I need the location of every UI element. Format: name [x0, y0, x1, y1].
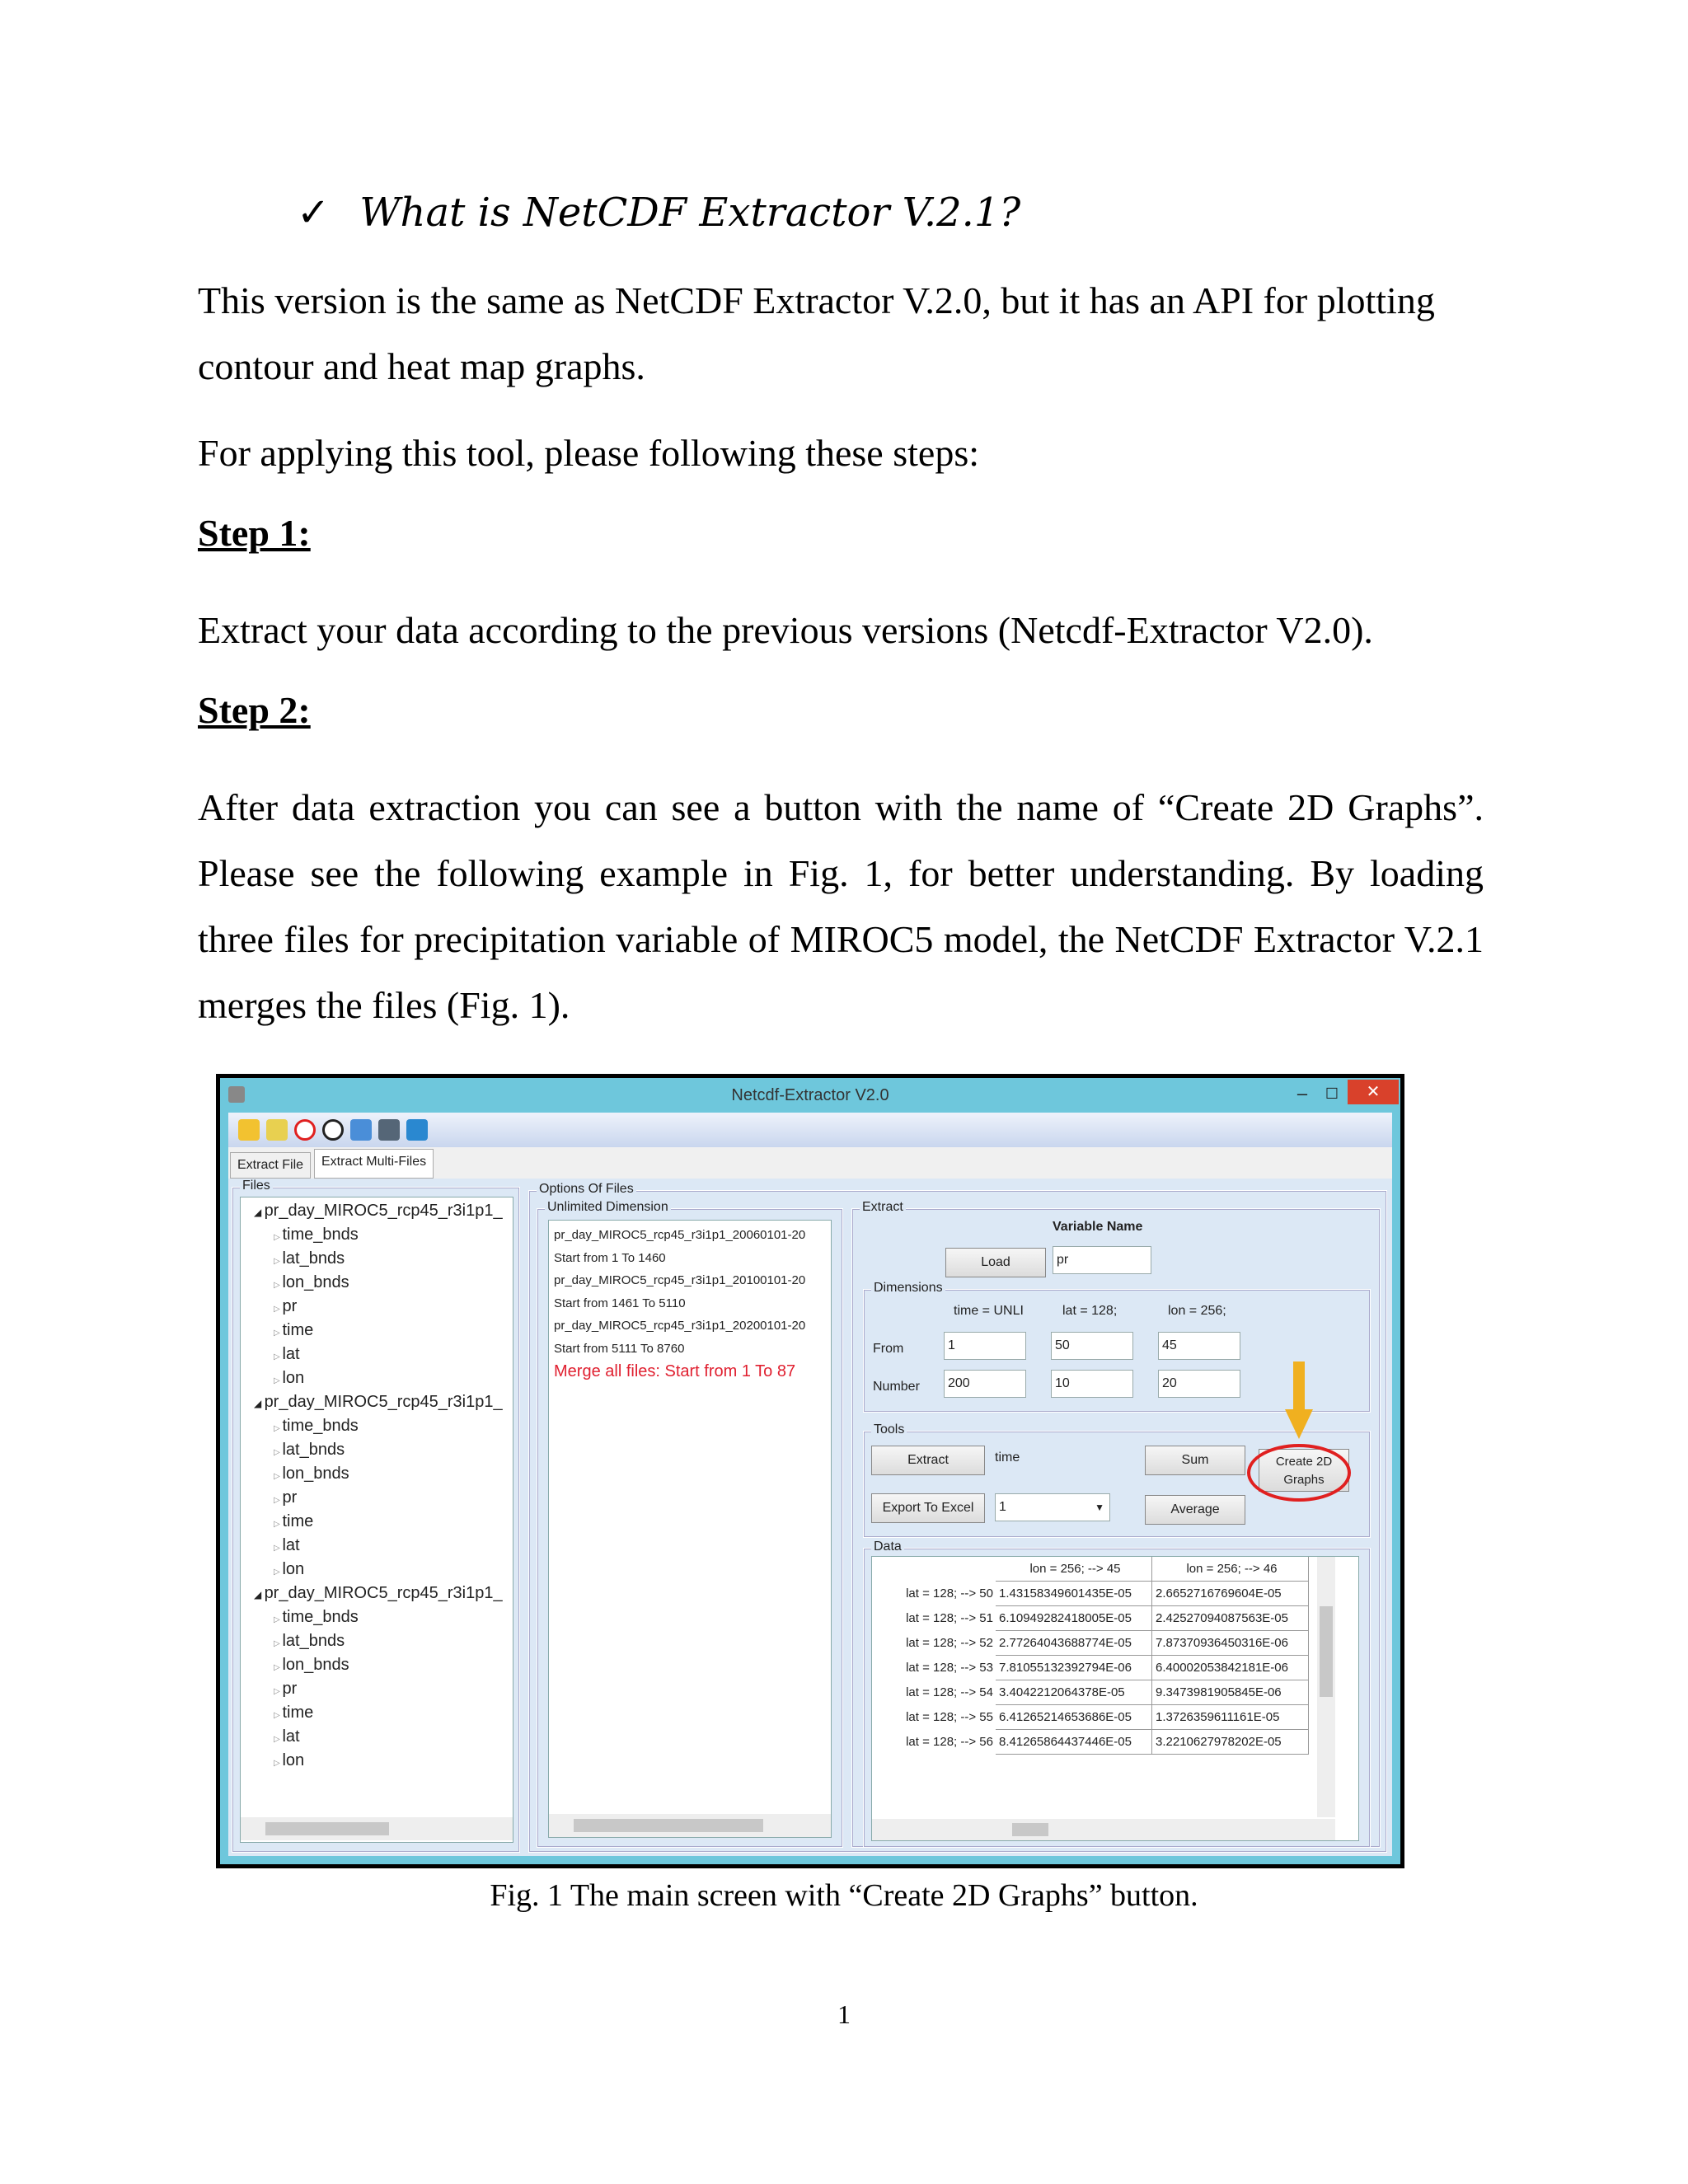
list-scroll-thumb[interactable]: [574, 1819, 763, 1832]
variable-name-input[interactable]: pr: [1053, 1246, 1151, 1274]
data-cell[interactable]: 6.41265214653686E-05: [996, 1705, 1152, 1730]
tree-file-node[interactable]: [254, 1199, 503, 1225]
tree-file-label: pr_day_MIROC5_rcp45_r3i1p1_: [264, 1202, 503, 1220]
minimize-button[interactable]: –: [1296, 1083, 1308, 1104]
list-scrollbar[interactable]: [549, 1814, 831, 1837]
time-combo[interactable]: [995, 1493, 1110, 1521]
step2-text: After data extraction you can see a button with the name of “Create 2D Graphs”. Please see the following example in Fig. 1, for better understanding. By loading three files for precipitation variable of MIROC5 model, the NetCDF Extractor V.2.1 merges the files (Fig. 1).: [198, 786, 1484, 1026]
tree-variable-node[interactable]: [274, 1247, 345, 1273]
tree-variable-node[interactable]: [274, 1295, 297, 1321]
tree-scroll-thumb[interactable]: [265, 1822, 389, 1835]
tree-variable-label: time: [282, 1321, 314, 1339]
save-icon[interactable]: [378, 1119, 400, 1141]
section-heading: [297, 190, 1020, 236]
power-icon[interactable]: [294, 1119, 316, 1141]
tools-label: Tools: [871, 1422, 907, 1437]
collapse-arrow-icon[interactable]: ▷: [274, 1448, 283, 1457]
tree-variable-node[interactable]: [274, 1558, 304, 1584]
tree-file-label: pr_day_MIROC5_rcp45_r3i1p1_: [264, 1584, 503, 1602]
create-2d-graphs-button[interactable]: Create 2D Graphs: [1259, 1449, 1349, 1492]
tree-variable-label: time_bnds: [282, 1608, 359, 1626]
collapse-arrow-icon[interactable]: ▷: [274, 1639, 283, 1648]
from-label: From: [873, 1342, 904, 1356]
from-lon-input[interactable]: 45: [1158, 1332, 1240, 1360]
load-button[interactable]: Load: [945, 1248, 1046, 1277]
extract-button[interactable]: Extract: [871, 1446, 985, 1475]
variable-name-label: Variable Name: [1053, 1220, 1143, 1234]
unlimited-list[interactable]: [548, 1220, 832, 1838]
data-cell[interactable]: 3.4042212064378E-05: [996, 1680, 1152, 1705]
file-tree[interactable]: [240, 1197, 513, 1843]
tree-variable-label: pr: [282, 1680, 298, 1698]
help-icon[interactable]: [406, 1119, 428, 1141]
folder-icon[interactable]: [238, 1119, 260, 1141]
tab-extract-multi-files[interactable]: Extract Multi-Files: [314, 1149, 434, 1179]
dim-header-lat: lat = 128;: [1062, 1304, 1118, 1318]
data-label: Data: [871, 1540, 904, 1554]
unlimited-list-item[interactable]: Start from 1 To 1460: [554, 1250, 666, 1265]
collapse-arrow-icon[interactable]: ▷: [274, 1544, 283, 1553]
data-cell[interactable]: 3.2210627978202E-05: [1152, 1730, 1309, 1755]
time-label: time: [995, 1451, 1020, 1465]
tree-variable-label: lat_bnds: [282, 1249, 345, 1268]
collapse-arrow-icon[interactable]: ▷: [274, 1615, 283, 1624]
unlimited-label: Unlimited Dimension: [545, 1200, 671, 1215]
close-button[interactable]: ✕: [1348, 1080, 1399, 1104]
data-cell[interactable]: 2.6652716769604E-05: [1152, 1582, 1309, 1606]
collapse-arrow-icon[interactable]: ▷: [274, 1520, 283, 1529]
data-row-header: lat = 128; --> 51: [906, 1611, 993, 1625]
app-screenshot: [216, 1074, 1404, 1868]
steps-intro: For applying this tool, please following these steps:: [198, 432, 980, 474]
tree-variable-label: lon_bnds: [282, 1465, 349, 1483]
expand-arrow-icon[interactable]: ◢: [254, 1207, 265, 1218]
grid-vscroll-thumb[interactable]: [1320, 1606, 1333, 1697]
data-cell[interactable]: 7.87370936450316E-06: [1152, 1631, 1309, 1656]
collapse-arrow-icon[interactable]: ▷: [274, 1687, 283, 1696]
grid-hscroll-thumb[interactable]: [1012, 1823, 1048, 1836]
collapse-arrow-icon[interactable]: ▷: [274, 1663, 283, 1672]
tree-variable-node[interactable]: [274, 1605, 359, 1632]
client-area: [228, 1179, 1392, 1856]
data-row-header: lat = 128; --> 52: [906, 1636, 993, 1650]
tree-variable-node[interactable]: [274, 1677, 297, 1704]
from-lat-input[interactable]: 50: [1051, 1332, 1133, 1360]
tree-variable-label: time_bnds: [282, 1417, 359, 1435]
tree-variable-label: lat_bnds: [282, 1441, 345, 1459]
tree-variable-node[interactable]: [274, 1749, 304, 1775]
data-row-header: lat = 128; --> 56: [906, 1735, 993, 1749]
step2-label: Step 2:: [198, 689, 311, 731]
dim-header-time: time = UNLI: [954, 1304, 1024, 1318]
unlimited-list-item[interactable]: pr_day_MIROC5_rcp45_r3i1p1_20100101-20: [554, 1273, 806, 1287]
collapse-arrow-icon[interactable]: ▷: [274, 1257, 283, 1266]
grid-hscroll[interactable]: [872, 1819, 1335, 1840]
files-label: Files: [240, 1179, 273, 1193]
tree-variable-label: lat: [282, 1345, 300, 1363]
window-body: [228, 1113, 1392, 1856]
average-button[interactable]: Average: [1145, 1495, 1245, 1525]
tree-variable-label: lon: [282, 1751, 305, 1769]
tree-variable-label: time: [282, 1512, 314, 1530]
data-cell[interactable]: 2.77264043688774E-05: [996, 1631, 1152, 1656]
tree-variable-node[interactable]: [274, 1725, 300, 1751]
unlimited-list-item[interactable]: pr_day_MIROC5_rcp45_r3i1p1_20060101-20: [554, 1228, 806, 1242]
unlimited-list-item[interactable]: Start from 5111 To 8760: [554, 1341, 685, 1356]
data-header-col1: lon = 256; --> 45: [996, 1557, 1152, 1582]
collapse-arrow-icon[interactable]: ▷: [274, 1711, 283, 1720]
tree-variable-node[interactable]: [274, 1510, 313, 1536]
expand-arrow-icon[interactable]: ◢: [254, 1398, 265, 1409]
tree-variable-node[interactable]: [274, 1462, 349, 1488]
grid-vscroll[interactable]: [1317, 1557, 1335, 1817]
refresh-icon[interactable]: [322, 1119, 344, 1141]
tab-bar: [228, 1147, 1392, 1179]
tree-variable-label: pr: [282, 1297, 298, 1315]
dim-header-lon: lon = 256;: [1168, 1304, 1226, 1318]
collapse-arrow-icon[interactable]: ▷: [274, 1735, 283, 1744]
chevron-down-icon: ▼: [1095, 1502, 1104, 1513]
number-lat-input[interactable]: 10: [1051, 1370, 1133, 1398]
tree-variable-node[interactable]: [274, 1486, 297, 1512]
tree-variable-node[interactable]: [274, 1366, 304, 1393]
data-cell[interactable]: 6.10949282418005E-05: [996, 1606, 1152, 1631]
sum-button[interactable]: Sum: [1145, 1446, 1245, 1475]
unlimited-list-item[interactable]: pr_day_MIROC5_rcp45_r3i1p1_20200101-20: [554, 1319, 806, 1333]
collapse-arrow-icon[interactable]: ▷: [274, 1281, 283, 1290]
tab-extract-file[interactable]: Extract File: [230, 1152, 311, 1179]
tree-variable-node[interactable]: [274, 1414, 359, 1441]
tree-variable-node[interactable]: [274, 1534, 300, 1560]
collapse-arrow-icon[interactable]: ▷: [274, 1496, 283, 1505]
data-cell[interactable]: 7.81055132392794E-06: [996, 1656, 1152, 1680]
tree-variable-label: lon_bnds: [282, 1656, 349, 1674]
tree-variable-label: time_bnds: [282, 1226, 359, 1244]
checkmark-icon: ✓: [297, 190, 331, 236]
tree-variable-node[interactable]: [274, 1223, 359, 1249]
collapse-arrow-icon[interactable]: ▷: [274, 1352, 283, 1361]
tree-file-node[interactable]: [254, 1582, 503, 1607]
tree-variable-label: lat_bnds: [282, 1632, 345, 1650]
figure-caption: Fig. 1 The main screen with “Create 2D Graphs” button.: [490, 1878, 1198, 1913]
merge-text: Merge all files: Start from 1 To 87: [554, 1362, 796, 1380]
pointer-arrow-icon: [1285, 1361, 1313, 1441]
step1-text: Extract your data according to the previous versions (Netcdf-Extractor V2.0).: [198, 609, 1373, 651]
tree-variable-label: lat: [282, 1536, 300, 1554]
collapse-arrow-icon[interactable]: ▷: [274, 1329, 283, 1338]
unlimited-list-item[interactable]: Start from 1461 To 5110: [554, 1296, 686, 1310]
open-file-icon[interactable]: [266, 1119, 288, 1141]
time-combo-value: 1: [999, 1500, 1006, 1514]
dimensions-label: Dimensions: [871, 1281, 945, 1296]
window-title: Netcdf-Extractor V2.0: [731, 1086, 889, 1104]
tree-variable-label: lon: [282, 1369, 305, 1387]
data-cell[interactable]: 1.43158349601435E-05: [996, 1582, 1152, 1606]
tree-variable-node[interactable]: [274, 1343, 300, 1369]
tree-variable-node[interactable]: [274, 1653, 349, 1680]
tree-variable-label: pr: [282, 1488, 298, 1507]
collapse-arrow-icon[interactable]: ▷: [274, 1759, 283, 1768]
tree-variable-label: lat: [282, 1727, 300, 1746]
maximize-button[interactable]: ☐: [1325, 1085, 1339, 1102]
extract-label: Extract: [860, 1200, 906, 1215]
data-cell[interactable]: 2.42527094087563E-05: [1152, 1606, 1309, 1631]
step1-label: Step 1:: [198, 512, 311, 554]
tree-variable-node[interactable]: [274, 1271, 349, 1297]
tree-variable-label: lon: [282, 1560, 305, 1578]
collapse-arrow-icon[interactable]: ▷: [274, 1305, 283, 1314]
tree-file-label: pr_day_MIROC5_rcp45_r3i1p1_: [264, 1393, 503, 1411]
tree-scrollbar[interactable]: [241, 1817, 513, 1840]
number-lon-input[interactable]: 20: [1158, 1370, 1240, 1398]
expand-arrow-icon[interactable]: ◢: [254, 1589, 265, 1601]
data-row-header: lat = 128; --> 54: [906, 1685, 993, 1699]
number-time-input[interactable]: 200: [944, 1370, 1026, 1398]
collapse-arrow-icon[interactable]: ▷: [274, 1568, 283, 1577]
data-cell[interactable]: 1.3726359611161E-05: [1152, 1705, 1309, 1730]
data-row-header: lat = 128; --> 50: [906, 1586, 993, 1601]
from-time-input[interactable]: 1: [944, 1332, 1026, 1360]
tree-variable-label: time: [282, 1704, 314, 1722]
data-grid[interactable]: [871, 1556, 1359, 1841]
tree-variable-node[interactable]: [274, 1319, 313, 1345]
options-label: Options Of Files: [537, 1182, 636, 1197]
data-cell[interactable]: 9.3473981905845E-06: [1152, 1680, 1309, 1705]
tree-file-node[interactable]: [254, 1390, 503, 1416]
intro-paragraph: This version is the same as NetCDF Extractor V.2.0, but it has an API for plotting contour and heat map graphs.: [198, 279, 1435, 387]
data-row-header: lat = 128; --> 55: [906, 1710, 993, 1724]
tree-variable-node[interactable]: [274, 1629, 345, 1656]
page-number: 1: [837, 1999, 851, 2029]
collapse-arrow-icon[interactable]: ▷: [274, 1376, 283, 1385]
users-icon[interactable]: [350, 1119, 372, 1141]
tree-variable-label: lon_bnds: [282, 1273, 349, 1291]
data-cell[interactable]: 8.41265864437446E-05: [996, 1730, 1152, 1755]
data-header-col2: lon = 256; --> 46: [1152, 1557, 1309, 1582]
export-to-excel-button[interactable]: Export To Excel: [871, 1493, 985, 1523]
heading-title: What is NetCDF Extractor V.2.1?: [359, 190, 1021, 236]
number-label: Number: [873, 1380, 920, 1394]
toolbar: [228, 1113, 1392, 1147]
tree-variable-node[interactable]: [274, 1701, 313, 1727]
collapse-arrow-icon[interactable]: ▷: [274, 1472, 283, 1481]
data-row-header: lat = 128; --> 53: [906, 1661, 993, 1675]
tree-variable-node[interactable]: [274, 1438, 345, 1465]
data-cell[interactable]: 6.40002053842181E-06: [1152, 1656, 1309, 1680]
collapse-arrow-icon[interactable]: ▷: [274, 1233, 283, 1242]
highlight-circle: [1247, 1444, 1351, 1502]
collapse-arrow-icon[interactable]: ▷: [274, 1424, 283, 1433]
